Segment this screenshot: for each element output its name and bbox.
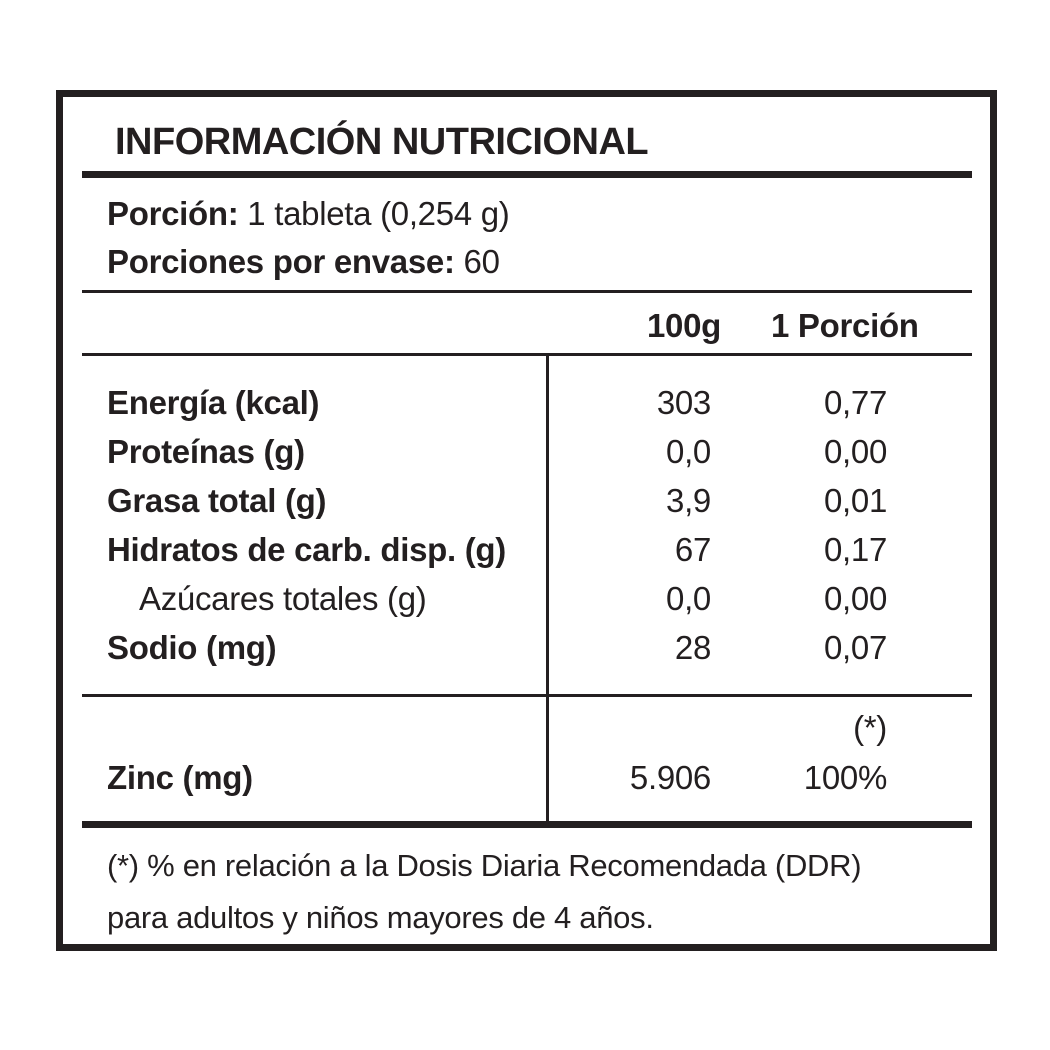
- nutrient-value-100g: 28: [674, 629, 711, 666]
- nutrient-value-portion: 0,07: [823, 629, 887, 666]
- footnote-line: para adultos y niños mayores de 4 años.: [107, 900, 654, 935]
- nutrient-value-100g: 3,9: [666, 482, 711, 519]
- ddr-note-marker: (*): [853, 709, 887, 746]
- servings-per-container: [107, 245, 500, 278]
- servings-per-container-label: Porciones por envase:: [107, 243, 455, 280]
- footnote-line: (*) % en relación a la Dosis Diaria Recomendada (DDR): [107, 848, 862, 883]
- panel-title: INFORMACIÓN NUTRICIONAL: [115, 121, 649, 163]
- divider: [82, 353, 972, 356]
- nutrient-value-100g: 303: [656, 384, 711, 421]
- nutrient-label: Energía (kcal): [107, 384, 320, 421]
- mineral-label: Zinc (mg): [107, 759, 253, 796]
- nutrient-value-100g: 0,0: [666, 580, 711, 617]
- serving-size: [107, 197, 509, 230]
- nutrition-facts-panel: [56, 90, 997, 951]
- nutrient-label: Grasa total (g): [107, 482, 327, 519]
- nutrient-value-portion: 0,77: [823, 384, 887, 421]
- servings-per-container-value: 60: [454, 243, 500, 280]
- divider: [82, 694, 972, 697]
- mineral-value-100g: 5.906: [629, 759, 711, 796]
- divider-thick: [82, 171, 972, 178]
- nutrient-label: Hidratos de carb. disp. (g): [107, 531, 506, 568]
- nutrient-value-portion: 0,00: [823, 433, 887, 470]
- column-header-100g: 100g: [647, 307, 722, 344]
- nutrient-value-portion: 0,00: [823, 580, 887, 617]
- nutrient-label: Sodio (mg): [107, 629, 277, 666]
- divider: [82, 290, 972, 293]
- nutrient-label: Proteínas (g): [107, 433, 305, 470]
- nutrient-value-portion: 0,01: [823, 482, 887, 519]
- nutrient-value-100g: 0,0: [666, 433, 711, 470]
- serving-size-label: Porción:: [107, 195, 239, 232]
- nutrient-sublabel: Azúcares totales (g): [139, 580, 427, 617]
- column-header-portion: 1 Porción: [771, 307, 919, 344]
- mineral-value-ddr: 100%: [803, 759, 887, 796]
- nutrient-value-portion: 0,17: [823, 531, 887, 568]
- nutrient-value-100g: 67: [674, 531, 711, 568]
- serving-size-value: 1 tableta (0,254 g): [238, 195, 510, 232]
- column-divider: [546, 353, 549, 821]
- divider-thick: [82, 821, 972, 828]
